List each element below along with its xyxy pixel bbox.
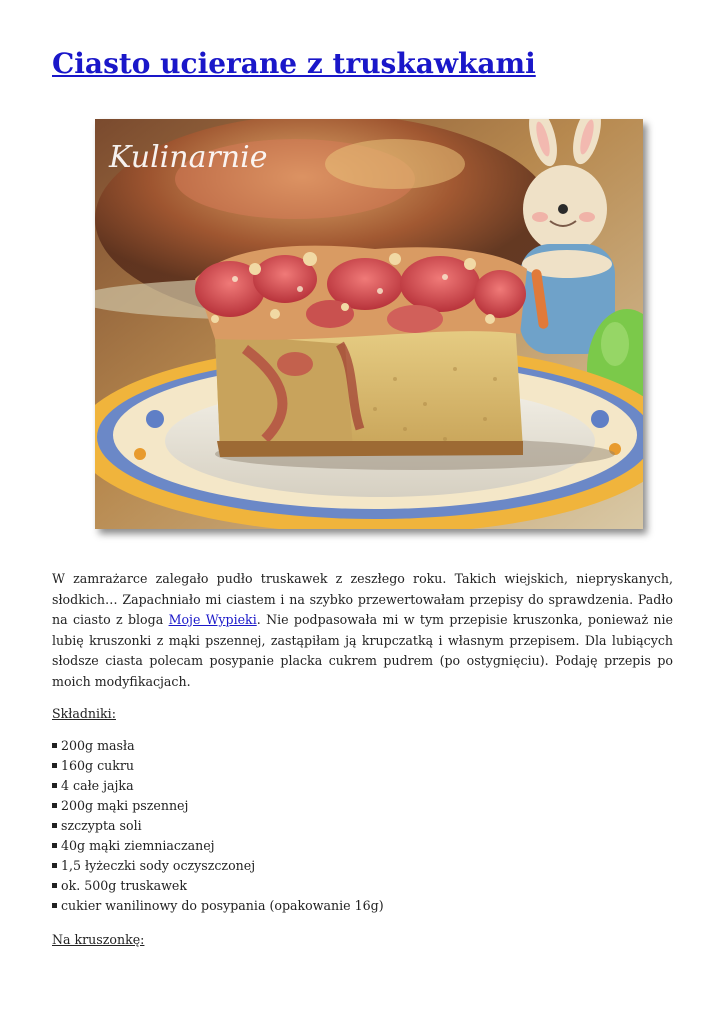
list-item	[52, 796, 384, 816]
ingredient-text: ok. 500g truskawek	[61, 878, 187, 893]
list-item	[52, 856, 384, 876]
blog-link[interactable]: Moje Wypieki	[168, 612, 257, 627]
bullet-icon	[52, 743, 57, 748]
bullet-icon	[52, 843, 57, 848]
list-item	[52, 816, 384, 836]
ingredient-text: 200g masła	[61, 738, 135, 753]
photo-watermark: Kulinarnie	[109, 140, 268, 175]
ingredient-text: 200g mąki pszennej	[61, 798, 189, 813]
bullet-icon	[52, 803, 57, 808]
ingredient-text: szczypta soli	[61, 818, 142, 833]
bullet-icon	[52, 903, 57, 908]
bullet-icon	[52, 863, 57, 868]
bullet-icon	[52, 783, 57, 788]
list-item	[52, 756, 384, 776]
intro-text-before-link: W zamrażarce zalegało pudło truskawek z zeszłego roku. Takich wiejskich, niepryskanych, słodkich… Zapachniało mi ciastem i na szybko przewertowałam przepisy do sprawdzenia. Padło na ciasto z bloga	[52, 571, 673, 627]
ingredient-text: 4 całe jajka	[61, 778, 134, 793]
intro-paragraph	[52, 569, 673, 692]
bullet-icon	[52, 763, 57, 768]
intro-text-after-link: . Nie podpasowała mi w tym przepisie kruszonka, ponieważ nie lubię kruszonki z mąki pszennej, zastąpiłam ją krupczatką i własnym przepisem. Dla lubiących słodsze ciasta polecam posypanie placka cukrem pudrem (po ostygnięciu). Podaję przepis po moich modyfikacjach.	[52, 612, 674, 689]
list-item	[52, 736, 384, 756]
list-item	[52, 776, 384, 796]
page-title[interactable]: Ciasto ucierane z truskawkami	[52, 47, 536, 80]
list-item	[52, 836, 384, 856]
bullet-icon	[52, 823, 57, 828]
ingredients-list	[52, 736, 384, 916]
ingredient-text: 160g cukru	[61, 758, 135, 773]
bullet-icon	[52, 883, 57, 888]
cake-photo	[95, 119, 643, 529]
ingredient-text: 1,5 łyżeczki sody oczyszczonej	[61, 858, 256, 873]
list-item	[52, 896, 384, 916]
ingredients-heading: Składniki:	[52, 706, 116, 721]
list-item	[52, 876, 384, 896]
ingredient-text: cukier wanilinowy do posypania (opakowanie 16g)	[61, 898, 384, 913]
cake-photo-illustration	[95, 119, 643, 529]
ingredient-text: 40g mąki ziemniaczanej	[61, 838, 215, 853]
crumble-heading: Na kruszonkę:	[52, 932, 145, 947]
